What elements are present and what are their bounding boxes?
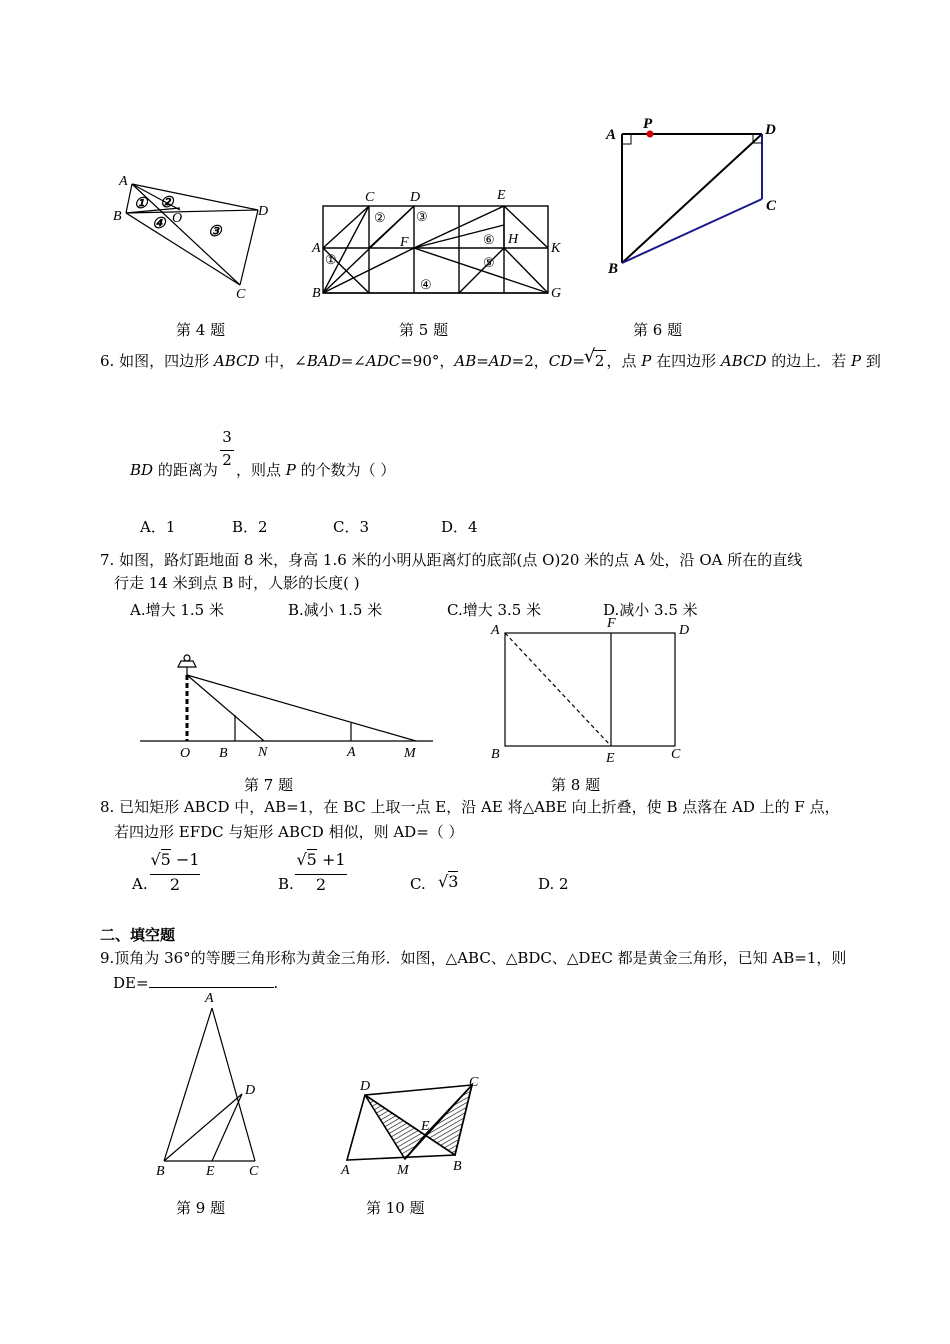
fig5-region: ⑤ [483,255,495,270]
fig4-region: ① [134,196,148,212]
fig7-label: O [180,746,191,761]
fig4-region: ② [160,195,174,211]
fig9-label: B [156,1164,165,1179]
fig4-label: O [172,211,183,226]
q7-line2: 行走 14 米到点 B 时，人影的长度( ) [114,574,360,592]
q8-line2: 若四边形 EFDC 与矩形 ABCD 相似，则 AD=（ ） [114,823,464,841]
fig5-region: ② [374,210,386,225]
fig5-label: C [365,190,375,205]
fig4-label: D [258,204,269,219]
q7-option-a: A.增大 1.5 米 [130,601,224,619]
q8-option-c-label: C. [410,875,426,893]
figure-5 [310,185,570,303]
figure-9 [150,988,270,1183]
fig5-region: ④ [420,277,432,292]
fig5-region: ③ [416,209,428,224]
figure-7 [138,645,438,765]
fig6-label: D [765,122,776,138]
fig10-label: C [469,1075,479,1090]
fig5-label: A [312,241,321,256]
q6-line1: 6. 如图，四边形 ABCD 中，∠BAD=∠ADC=90°，AB=AD=2，CD= √ 2 ，点 P 在四边形 ABCD 的边上．若 P 到 [100,346,881,370]
fig4-region: ③ [208,224,222,240]
q6-option-a: A．1 [140,518,176,536]
fig10-label: D [360,1079,371,1094]
fig8-label: C [671,747,681,762]
fig9-label: E [206,1164,215,1179]
q8-line1: 8. 已知矩形 ABCD 中，AB=1，在 BC 上取一点 E，沿 AE 将△ABE 向上折叠，使 B 点落在 AD 上的 F 点， [100,798,840,816]
fig9-label: A [205,991,214,1006]
fig8-label: D [679,623,690,638]
fig5-region: ① [325,252,337,267]
fig10-label: M [397,1163,409,1178]
q9-line1: 9.顶角为 36°的等腰三角形称为黄金三角形．如图，△ABC、△BDC、△DEC 都是黄金三角形，已知 AB=1，则 [100,949,847,967]
figure-4 [110,170,280,305]
caption-q8: 第 8 题 [551,776,601,794]
q8-option-a-label: A. [132,875,148,893]
q8-option-b-value: √5 +1 2 [296,850,346,894]
fig8-label: A [491,623,500,638]
fig8-label: E [606,751,615,766]
fig10-label: E [421,1119,430,1134]
fig5-region: ⑥ [483,232,495,247]
caption-q7: 第 7 题 [244,776,294,794]
section-fill-blank-title: 二、填空题 [100,926,176,944]
q7-option-c: C.增大 3.5 米 [447,601,542,619]
fig4-label: B [113,209,122,224]
fig9-label: D [245,1083,256,1098]
fig8-label: B [491,747,500,762]
q9-line2: DE= . [113,974,279,992]
fig6-label: C [766,198,777,214]
fig7-label: B [219,746,228,761]
figure-8 [488,614,698,764]
q8-option-d: D. 2 [538,875,569,893]
figure-10 [335,1072,505,1182]
q6-line2: BD 的距离为 [130,461,218,479]
fig7-label: N [258,745,268,760]
caption-q4: 第 4 题 [176,321,226,339]
fig4-region: ④ [152,216,166,232]
q6-option-d: D．4 [441,518,478,536]
fig8-label: F [607,616,616,631]
caption-q9: 第 9 题 [176,1199,226,1217]
fig5-label: F [400,235,409,250]
q8-option-b-label: B. [278,875,294,893]
q6-option-c: C．3 [333,518,370,536]
q6-option-b: B．2 [232,518,268,536]
fig5-label: E [497,188,506,203]
q9-answer-blank[interactable] [149,972,274,988]
fig4-label: C [236,287,246,302]
fig5-label: B [312,286,321,301]
caption-q10: 第 10 题 [366,1199,425,1217]
q7-option-b: B.减小 1.5 米 [288,601,383,619]
q8-option-a-value: √5 −1 2 [150,850,200,894]
fig4-label: A [119,174,128,189]
fig7-label: A [347,745,356,760]
fig5-label: D [410,190,421,205]
fig6-label: B [608,261,619,277]
q6-fraction: 3 2 [220,428,234,469]
fig6-label: A [606,127,617,143]
caption-q5: 第 5 题 [399,321,449,339]
fig5-label: H [508,232,519,247]
q7-line1: 7. 如图，路灯距地面 8 米，身高 1.6 米的小明从距离灯的底部(点 O)20 米的点 A 处，沿 OA 所在的直线 [100,551,803,569]
q6-line2-rest: ，则点 P 的个数为（ ） [236,461,396,479]
fig10-label: B [453,1159,462,1174]
fig10-label: A [341,1163,350,1178]
fig7-label: M [404,746,416,761]
fig5-label: G [551,286,562,301]
q8-option-c-value: √3 [438,872,459,891]
figure-6 [600,115,790,280]
fig5-label: K [551,241,561,256]
fig9-label: C [249,1164,259,1179]
q7-option-d: D.减小 3.5 米 [603,601,698,619]
caption-q6: 第 6 题 [633,321,683,339]
fig6-label: P [643,116,653,132]
